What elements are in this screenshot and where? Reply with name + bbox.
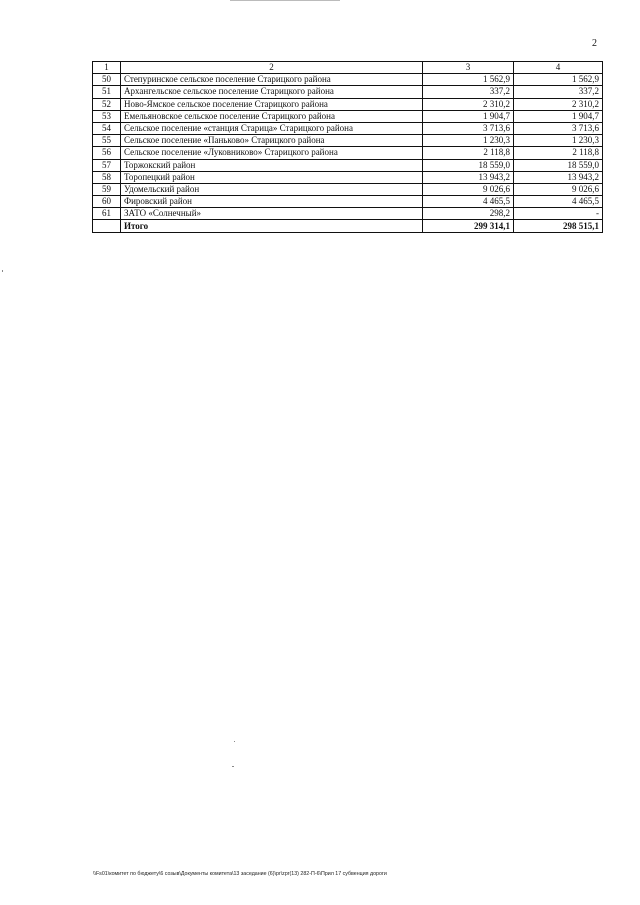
amount-col4: 4 465,5 [514,196,603,208]
table-row [93,86,603,98]
amount-col4: 1 904,7 [514,110,603,122]
row-number: 51 [93,86,121,98]
table-header-row [93,62,603,74]
budget-table [92,61,603,233]
column-header-1: 1 [93,62,121,74]
municipality-name: Сельское поселение «Паньково» Старицкого района [121,135,423,147]
scan-speck [2,270,3,272]
row-number: 54 [93,122,121,134]
amount-col3: 13 943,2 [423,171,514,183]
scan-artifact-line [230,0,340,1]
table-row [93,98,603,110]
amount-col3: 2 310,2 [423,98,514,110]
amount-col4: 3 713,6 [514,122,603,134]
table-row [93,183,603,195]
municipality-name: Фировский район [121,196,423,208]
municipality-name: Удомельский район [121,183,423,195]
amount-col4: - [514,208,603,220]
amount-col4: 13 943,2 [514,171,603,183]
total-col4: 298 515,1 [514,220,603,232]
table-row [93,171,603,183]
municipality-name: Торжокский район [121,159,423,171]
row-number: 57 [93,159,121,171]
row-number: 59 [93,183,121,195]
municipality-name: Сельское поселение «Луковниково» Старицкого района [121,147,423,159]
amount-col3: 4 465,5 [423,196,514,208]
table-row [93,208,603,220]
page-number: 2 [592,38,597,49]
row-number: 60 [93,196,121,208]
row-number: 61 [93,208,121,220]
amount-col3: 1 904,7 [423,110,514,122]
table-row [93,122,603,134]
amount-col4: 337,2 [514,86,603,98]
municipality-name: Ново-Ямское сельское поселение Старицкого района [121,98,423,110]
amount-col4: 18 559,0 [514,159,603,171]
row-number: 58 [93,171,121,183]
scan-speck [232,766,234,767]
scan-speck [234,741,235,742]
table-row [93,159,603,171]
row-number: 53 [93,110,121,122]
column-header-3: 3 [423,62,514,74]
total-col3: 299 314,1 [423,220,514,232]
amount-col4: 2 310,2 [514,98,603,110]
table-row [93,196,603,208]
row-number: 55 [93,135,121,147]
amount-col3: 1 230,3 [423,135,514,147]
municipality-name: ЗАТО «Солнечный» [121,208,423,220]
amount-col3: 2 118,8 [423,147,514,159]
amount-col4: 9 026,6 [514,183,603,195]
document-file-path: \\Fs01\комитет по бюджету\6 созыв\Документы комитета\13 заседание (6)\pr\zpr(13) 282-П-6\Прил 17 субвенция дороги [93,871,387,877]
amount-col4: 2 118,8 [514,147,603,159]
row-number: 50 [93,74,121,86]
amount-col3: 1 562,9 [423,74,514,86]
row-number: 56 [93,147,121,159]
amount-col3: 298,2 [423,208,514,220]
row-number: 52 [93,98,121,110]
table-row [93,135,603,147]
municipality-name: Торопецкий район [121,171,423,183]
municipality-name: Емельяновское сельское поселение Старицкого района [121,110,423,122]
municipality-name: Архангельское сельское поселение Старицкого района [121,86,423,98]
amount-col3: 9 026,6 [423,183,514,195]
total-label: Итого [121,220,423,232]
table-body [93,74,603,232]
amount-col4: 1 562,9 [514,74,603,86]
amount-col3: 337,2 [423,86,514,98]
column-header-2: 2 [121,62,423,74]
total-empty-cell [93,220,121,232]
table-row [93,74,603,86]
table-row [93,147,603,159]
amount-col4: 1 230,3 [514,135,603,147]
table-row [93,110,603,122]
municipality-name: Сельское поселение «станция Старица» Старицкого района [121,122,423,134]
municipality-name: Степуринское сельское поселение Старицкого района [121,74,423,86]
amount-col3: 3 713,6 [423,122,514,134]
column-header-4: 4 [514,62,603,74]
total-row [93,220,603,232]
amount-col3: 18 559,0 [423,159,514,171]
